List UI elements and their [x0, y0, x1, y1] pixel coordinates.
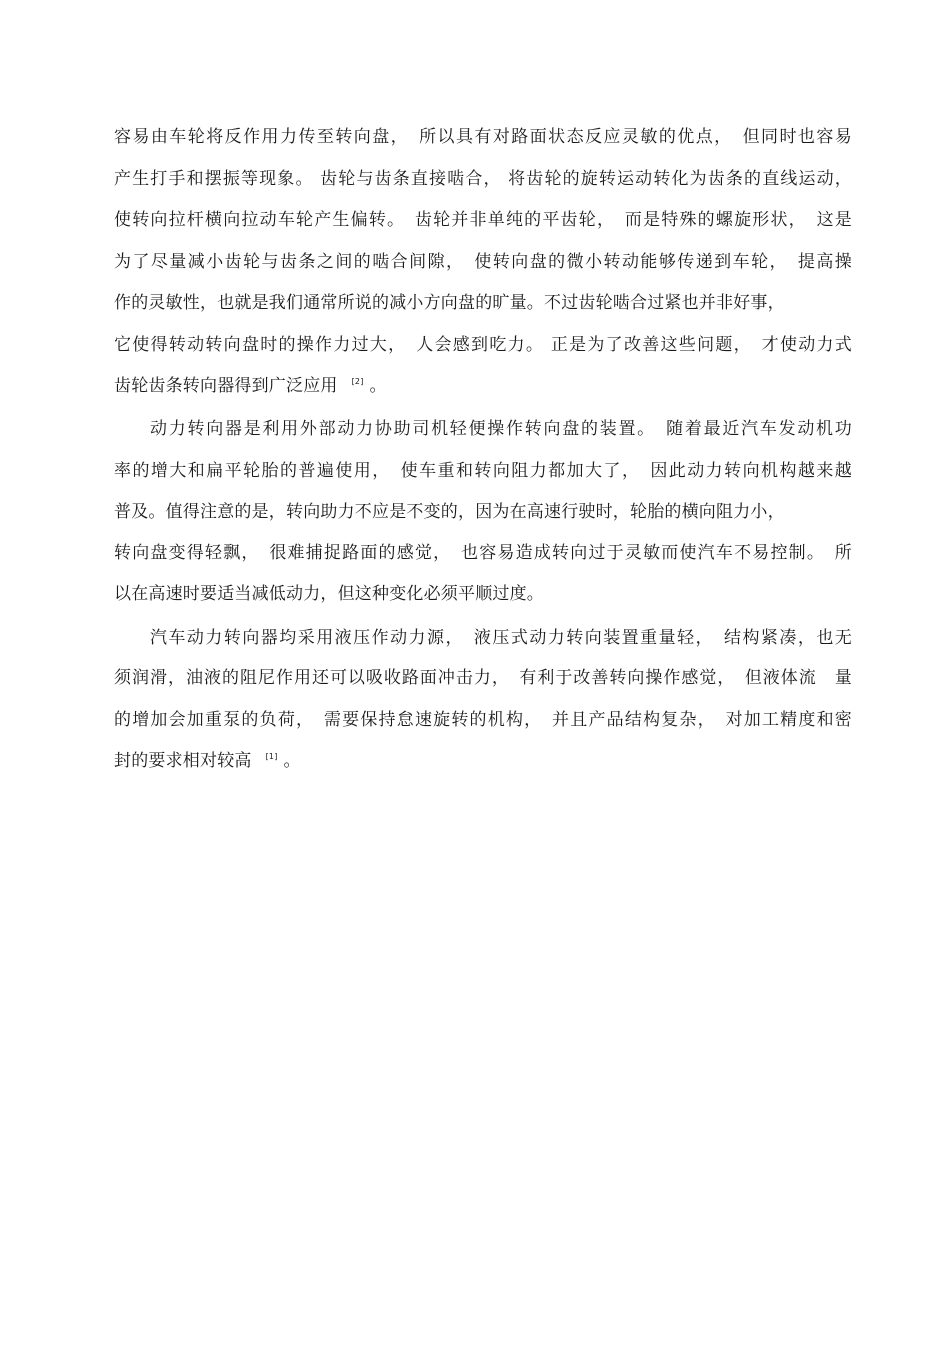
- paragraph-line: 以在高速时要适当减低动力，但这种变化必须平顺过度。: [114, 584, 544, 604]
- paragraph-text: 封的要求相对较高: [114, 751, 252, 771]
- paragraph-line: 动力转向器是利用外部动力协助司机轻便操作转向盘的装置。 随着最近汽车发动机功: [150, 419, 852, 439]
- paragraph-line: 普及。值得注意的是，转向助力不应是不变的，因为在高速行驶时，轮胎的横向阻力小，: [114, 502, 785, 522]
- citation-marker[interactable]: [2]: [351, 377, 364, 387]
- paragraph-line: 汽车动力转向器均采用液压作动力源， 液压式动力转向装置重量轻， 结构紧凑，也无: [150, 628, 852, 648]
- paragraph-line: 使转向拉杆横向拉动车轮产生偏转。 齿轮并非单纯的平齿轮， 而是特殊的螺旋形状， 这是: [114, 210, 852, 230]
- paragraph-line: 作的灵敏性，也就是我们通常所说的减小方向盘的旷量。不过齿轮啮合过紧也并非好事，: [114, 293, 785, 313]
- paragraph-last-line: [114, 750, 852, 772]
- paragraph-line: 它使得转动转向盘时的操作力过大， 人会感到吃力。 正是为了改善这些问题， 才使动力式: [114, 335, 852, 355]
- citation-marker[interactable]: [1]: [265, 752, 278, 762]
- paragraph-line: 为了尽量减小齿轮与齿条之间的啮合间隙， 使转向盘的微小转动能够传递到车轮， 提高操: [114, 252, 852, 272]
- paragraph-end-mark: 。: [283, 751, 301, 771]
- paragraph-line: 的增加会加重泵的负荷， 需要保持怠速旋转的机构， 并且产品结构复杂， 对加工精度和密: [114, 710, 852, 730]
- paragraph-line: 须润滑，油液的阻尼作用还可以吸收路面冲击力， 有利于改善转向操作感觉， 但液体流 量: [114, 668, 852, 688]
- paragraph-line: 容易由车轮将反作用力传至转向盘， 所以具有对路面状态反应灵敏的优点， 但同时也容易: [114, 127, 852, 147]
- paragraph-line: 率的增大和扁平轮胎的普遍使用， 使车重和转向阻力都加大了， 因此动力转向机构越来越: [114, 461, 852, 481]
- paragraph-line: 转向盘变得轻飘， 很难捕捉路面的感觉， 也容易造成转向过于灵敏而使汽车不易控制。 所: [114, 543, 852, 563]
- paragraph-text: 齿轮齿条转向器得到广泛应用: [114, 376, 338, 396]
- paragraph-line: 产生打手和摆振等现象。 齿轮与齿条直接啮合， 将齿轮的旋转运动转化为齿条的直线运动，: [114, 169, 852, 189]
- paragraph-last-line: [114, 375, 852, 397]
- paragraph-end-mark: 。: [369, 376, 387, 396]
